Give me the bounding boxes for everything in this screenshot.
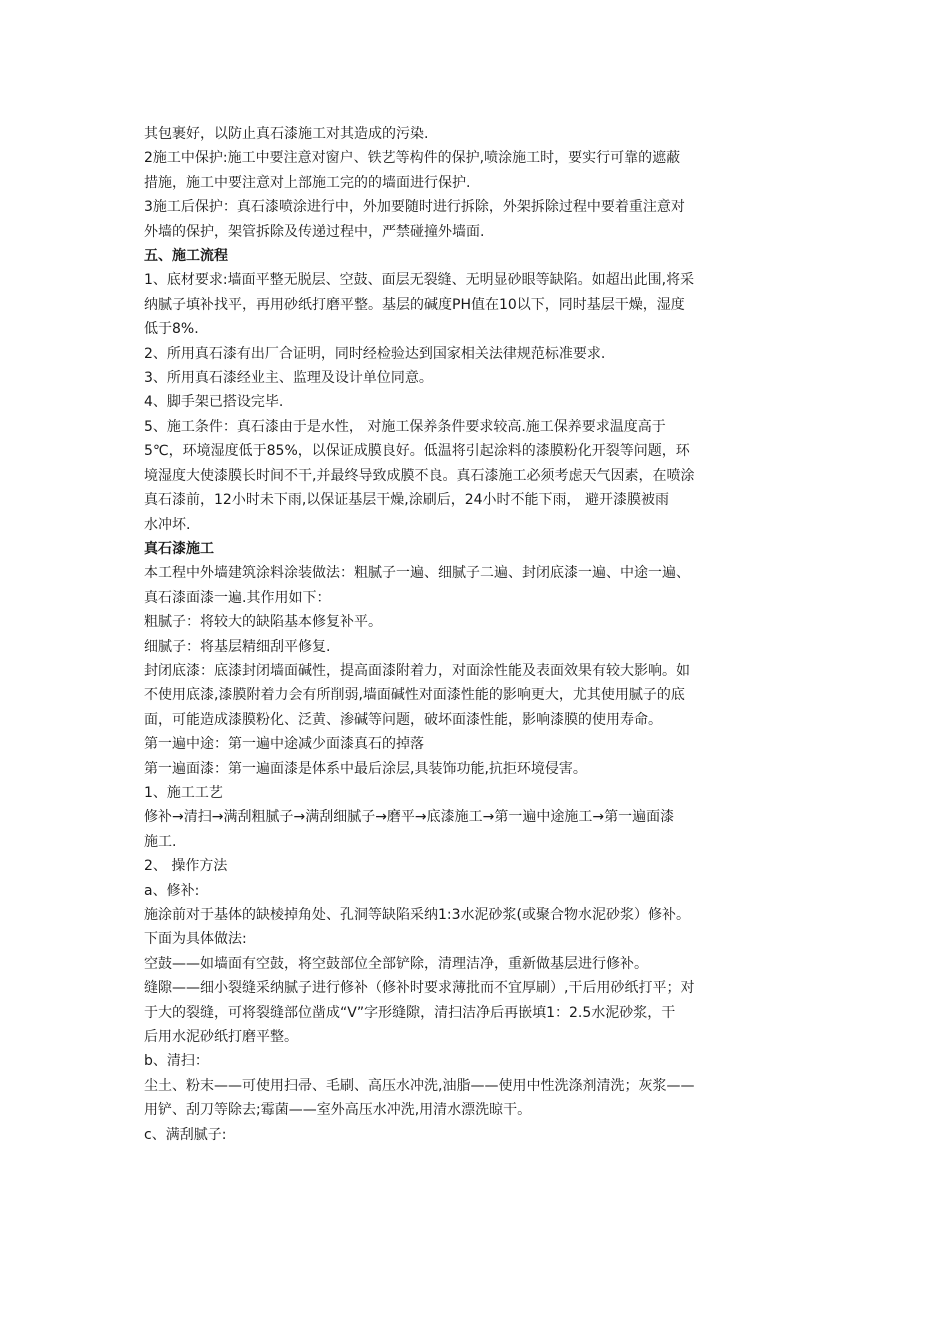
text-line: 低于8%. (144, 321, 199, 338)
text-line: 空鼓——如墙面有空鼓，将空鼓部位全部铲除，清理洁净，重新做基层进行修补。 (144, 955, 648, 972)
text-line: 缝隙——细小裂缝采纳腻子进行修补（修补时要求薄批而不宜厚刷）,干后用砂纸打平；对 (144, 980, 695, 997)
section-heading: 真石漆施工 (144, 540, 214, 557)
text-line: 施涂前对于基体的缺棱掉角处、孔洞等缺陷采纳1:3水泥砂浆(或聚合物水泥砂浆）修补。 (144, 907, 690, 923)
text-line: 外墙的保护，架管拆除及传递过程中，严禁碰撞外墙面. (144, 223, 485, 240)
text-line: 修补→清扫→满刮粗腻子→满刮细腻子→磨平→底漆施工→第一遍中途施工→第一遍面漆 (144, 809, 675, 826)
text-line: 境湿度大使漆膜长时间不干,并最终导致成膜不良。真石漆施工必须考虑天气因素，在喷涂 (144, 467, 695, 484)
text-line: 真石漆面漆一遍.其作用如下： (144, 589, 331, 606)
text-line: b、清扫： (144, 1053, 209, 1070)
text-line: 措施，施工中要注意对上部施工完的的墙面进行保护. (144, 174, 471, 191)
text-line: 3施工后保护：真石漆喷涂进行中，外加要随时进行拆除，外架拆除过程中要着重注意对 (144, 199, 685, 216)
text-line: 本工程中外墙建筑涂料涂装做法：粗腻子一遍、细腻子二遍、封闭底漆一遍、中途一遍、 (144, 565, 690, 582)
text-line: 细腻子：将基层精细刮平修复. (144, 638, 331, 655)
text-line: 下面为具体做法: (144, 931, 247, 948)
text-line: 2、 操作方法 (144, 858, 228, 875)
text-line: 面，可能造成漆膜粉化、泛黄、渗碱等问题，破坏面漆性能，影响漆膜的使用寿命。 (144, 711, 662, 728)
text-line: 后用水泥砂纸打磨平整。 (144, 1029, 298, 1046)
section-heading: 五、施工流程 (144, 248, 228, 265)
text-line: 1、施工工艺 (144, 784, 223, 801)
text-line: 纳腻子填补找平，再用砂纸打磨平整。基层的碱度PH值在10以下，同时基层干燥，湿度 (144, 296, 685, 313)
text-line: a、修补: (144, 882, 200, 899)
text-line: 第一遍中途：第一遍中途减少面漆真石的掉落 (144, 736, 424, 753)
text-line: c、满刮腻子: (144, 1126, 227, 1143)
text-line: 3、所用真石漆经业主、监理及设计单位同意。 (144, 370, 433, 387)
text-line: 其包裹好，以防止真石漆施工对其造成的污染. (144, 126, 429, 142)
text-line: 5、施工条件：真石漆由于是水性， 对施工保养条件要求较高.施工保养要求温度高于 (144, 418, 666, 435)
text-line: 尘土、粉末——可使用扫帚、毛刷、高压水冲洗,油脂——使用中性洗涤剂清洗；灰浆—— (144, 1077, 695, 1094)
text-line: 水冲坏. (144, 516, 191, 533)
text-line: 施工. (144, 833, 177, 850)
text-line: 粗腻子：将较大的缺陷基本修复补平。 (144, 614, 382, 631)
text-line: 不使用底漆,漆膜附着力会有所削弱,墙面碱性对面漆性能的影响更大，尤其使用腻子的底 (144, 687, 685, 704)
text-line: 封闭底漆：底漆封闭墙面碱性，提高面漆附着力，对面涂性能及表面效果有较大影响。如 (144, 662, 690, 679)
text-line: 4、脚手架已搭设完毕. (144, 394, 284, 411)
text-line: 第一遍面漆：第一遍面漆是体系中最后涂层,具装饰功能,抗拒环境侵害。 (144, 760, 587, 777)
text-line: 于大的裂缝，可将裂缝部位凿成“V”字形缝隙，清扫洁净后再嵌填1：2.5水泥砂浆，干 (144, 1004, 676, 1021)
text-line: 1、底材要求:墙面平整无脱层、空鼓、面层无裂缝、无明显砂眼等缺陷。如超出此围,将采 (144, 272, 695, 289)
document-body (144, 122, 814, 1147)
text-line: 2、所用真石漆有出厂合证明，同时经检验达到国家相关法律规范标准要求. (144, 345, 606, 362)
text-line: 5℃，环境湿度低于85%，以保证成膜良好。低温将引起涂料的漆膜粉化开裂等问题，环 (144, 443, 690, 460)
text-line: 真石漆前，12小时未下雨,以保证基层干燥,涂刷后，24小时不能下雨， 避开漆膜被雨 (144, 492, 669, 509)
text-line: 用铲、刮刀等除去;霉菌——室外高压水冲洗,用清水漂洗晾干。 (144, 1102, 532, 1119)
text-line: 2施工中保护:施工中要注意对窗户、铁艺等构件的保护,喷涂施工时，要实行可靠的遮蔽 (144, 150, 681, 167)
